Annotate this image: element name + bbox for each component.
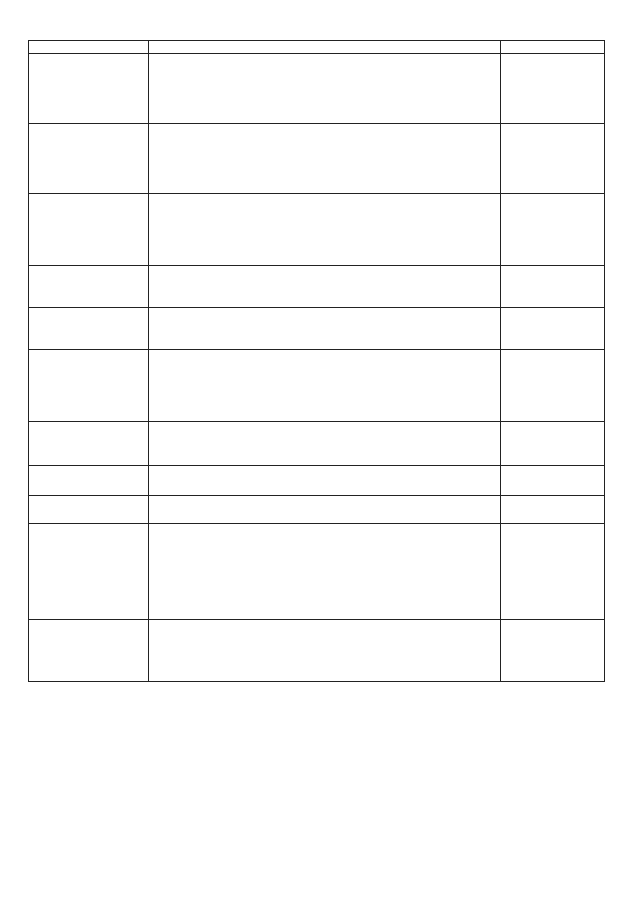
description-cell	[149, 466, 501, 496]
code-cell	[29, 466, 149, 496]
table-row	[29, 422, 605, 466]
description-cell	[149, 620, 501, 682]
description-cell	[149, 194, 501, 266]
amount-cell	[501, 194, 605, 266]
description-cell	[149, 54, 501, 124]
budget-table	[28, 40, 605, 682]
description-cell	[149, 350, 501, 422]
table-row	[29, 194, 605, 266]
table-header-row	[29, 41, 605, 54]
code-cell	[29, 124, 149, 194]
description-cell	[149, 422, 501, 466]
code-cell	[29, 524, 149, 620]
amount-cell	[501, 496, 605, 524]
table-row	[29, 350, 605, 422]
amount-cell	[501, 524, 605, 620]
header-cell	[501, 41, 605, 54]
code-cell	[29, 194, 149, 266]
code-cell	[29, 266, 149, 308]
amount-cell	[501, 422, 605, 466]
description-cell	[149, 266, 501, 308]
code-cell	[29, 350, 149, 422]
table-row	[29, 524, 605, 620]
section-row	[29, 466, 605, 496]
table-row	[29, 620, 605, 682]
subsection-row	[29, 496, 605, 524]
amount-cell	[501, 350, 605, 422]
code-cell	[29, 308, 149, 350]
table-row	[29, 266, 605, 308]
amount-cell	[501, 54, 605, 124]
description-cell	[149, 124, 501, 194]
description-cell	[149, 308, 501, 350]
amount-cell	[501, 266, 605, 308]
code-cell	[29, 496, 149, 524]
table-row	[29, 124, 605, 194]
amount-cell	[501, 124, 605, 194]
amount-cell	[501, 620, 605, 682]
page-number	[300, 22, 340, 38]
header-cell	[29, 41, 149, 54]
code-cell	[29, 54, 149, 124]
description-cell	[149, 496, 501, 524]
amount-cell	[501, 466, 605, 496]
description-cell	[149, 524, 501, 620]
table-row	[29, 54, 605, 124]
table-row	[29, 308, 605, 350]
code-cell	[29, 620, 149, 682]
code-cell	[29, 422, 149, 466]
amount-cell	[501, 308, 605, 350]
header-cell	[149, 41, 501, 54]
